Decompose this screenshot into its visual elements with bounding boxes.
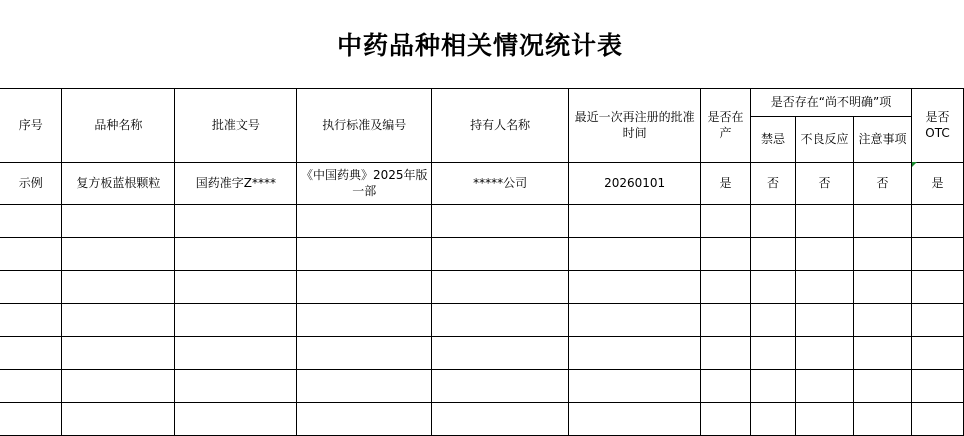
empty-cell[interactable] — [297, 369, 432, 402]
empty-cell[interactable] — [175, 237, 297, 270]
empty-cell[interactable] — [701, 402, 751, 435]
empty-cell[interactable] — [432, 303, 569, 336]
empty-cell[interactable] — [0, 204, 62, 237]
empty-cell[interactable] — [297, 237, 432, 270]
empty-cell[interactable] — [701, 369, 751, 402]
empty-cell[interactable] — [751, 402, 796, 435]
header-row — [0, 88, 964, 116]
empty-cell[interactable] — [911, 336, 963, 369]
table-row — [0, 369, 964, 402]
table-row — [0, 270, 964, 303]
empty-cell[interactable] — [853, 237, 911, 270]
empty-cell[interactable] — [796, 204, 854, 237]
empty-cell[interactable] — [62, 336, 175, 369]
empty-cell[interactable] — [853, 369, 911, 402]
header-standard[interactable]: 执行标准及编号 — [297, 88, 432, 162]
empty-cell[interactable] — [62, 204, 175, 237]
cell-name[interactable]: 复方板蓝根颗粒 — [62, 162, 175, 204]
header-renewal[interactable]: 最近一次再注册的批准时间 — [569, 88, 701, 162]
header-name[interactable]: 品种名称 — [62, 88, 175, 162]
header-unclear-group[interactable]: 是否存在“尚不明确”项 — [751, 88, 912, 116]
comment-indicator-icon — [912, 162, 917, 167]
empty-cell[interactable] — [175, 402, 297, 435]
empty-cell[interactable] — [911, 270, 963, 303]
empty-cell[interactable] — [569, 369, 701, 402]
example-row — [0, 162, 964, 204]
cell-seq[interactable]: 示例 — [0, 162, 62, 204]
page-title: 中药品种相关情况统计表 — [336, 31, 623, 60]
empty-cell[interactable] — [796, 336, 854, 369]
empty-cell[interactable] — [297, 303, 432, 336]
empty-cell[interactable] — [432, 270, 569, 303]
cell-renewal[interactable]: 20260101 — [569, 162, 701, 204]
empty-cell[interactable] — [569, 237, 701, 270]
empty-cell[interactable] — [853, 402, 911, 435]
empty-cell[interactable] — [297, 336, 432, 369]
empty-cell[interactable] — [0, 336, 62, 369]
empty-cell[interactable] — [701, 204, 751, 237]
empty-cell[interactable] — [911, 369, 963, 402]
empty-cell[interactable] — [751, 336, 796, 369]
empty-cell[interactable] — [796, 270, 854, 303]
empty-cell[interactable] — [0, 402, 62, 435]
header-precautions[interactable]: 注意事项 — [853, 116, 911, 162]
empty-cell[interactable] — [569, 303, 701, 336]
table-row — [0, 204, 964, 237]
empty-cell[interactable] — [62, 402, 175, 435]
empty-cell[interactable] — [297, 270, 432, 303]
empty-cell[interactable] — [569, 270, 701, 303]
empty-cell[interactable] — [911, 237, 963, 270]
empty-cell[interactable] — [432, 204, 569, 237]
empty-cell[interactable] — [911, 303, 963, 336]
header-in-production[interactable]: 是否在产 — [701, 88, 751, 162]
header-approval[interactable]: 批准文号 — [175, 88, 297, 162]
empty-cell[interactable] — [62, 303, 175, 336]
header-contraindication[interactable]: 禁忌 — [751, 116, 796, 162]
empty-cell[interactable] — [175, 369, 297, 402]
empty-cell[interactable] — [297, 204, 432, 237]
empty-cell[interactable] — [432, 237, 569, 270]
statistics-table — [0, 88, 964, 436]
empty-cell[interactable] — [432, 336, 569, 369]
empty-cell[interactable] — [62, 369, 175, 402]
cell-approval[interactable]: 国药准字Z**** — [175, 162, 297, 204]
empty-cell[interactable] — [751, 237, 796, 270]
empty-cell[interactable] — [911, 402, 963, 435]
empty-cell[interactable] — [297, 402, 432, 435]
header-seq[interactable]: 序号 — [0, 88, 62, 162]
cell-otc[interactable]: 是 — [911, 162, 963, 204]
empty-cell[interactable] — [62, 270, 175, 303]
empty-cell[interactable] — [175, 336, 297, 369]
header-adverse[interactable]: 不良反应 — [796, 116, 854, 162]
empty-cell[interactable] — [751, 270, 796, 303]
header-otc[interactable]: 是否OTC — [911, 88, 963, 162]
empty-cell[interactable] — [796, 369, 854, 402]
title-row[interactable] — [0, 0, 964, 89]
empty-cell[interactable] — [796, 303, 854, 336]
empty-cell[interactable] — [796, 402, 854, 435]
empty-cell[interactable] — [751, 204, 796, 237]
empty-cell[interactable] — [751, 303, 796, 336]
empty-cell[interactable] — [569, 336, 701, 369]
empty-cell[interactable] — [175, 204, 297, 237]
empty-cell[interactable] — [569, 204, 701, 237]
header-holder[interactable]: 持有人名称 — [432, 88, 569, 162]
empty-cell[interactable] — [911, 204, 963, 237]
cell-precautions[interactable]: 否 — [853, 162, 911, 204]
cell-in-production[interactable]: 是 — [701, 162, 751, 204]
empty-cell[interactable] — [0, 270, 62, 303]
empty-cell[interactable] — [701, 336, 751, 369]
empty-cell[interactable] — [701, 270, 751, 303]
cell-standard[interactable]: 《中国药典》2025年版一部 — [297, 162, 432, 204]
empty-cell[interactable] — [432, 402, 569, 435]
cell-holder[interactable]: *****公司 — [432, 162, 569, 204]
table-row — [0, 402, 964, 435]
empty-cell[interactable] — [853, 336, 911, 369]
empty-cell[interactable] — [62, 237, 175, 270]
empty-cell[interactable] — [175, 303, 297, 336]
empty-cell[interactable] — [751, 369, 796, 402]
cell-adverse[interactable]: 否 — [796, 162, 854, 204]
cell-contraindication[interactable]: 否 — [751, 162, 796, 204]
empty-cell[interactable] — [853, 303, 911, 336]
empty-cell[interactable] — [853, 204, 911, 237]
table-row — [0, 303, 964, 336]
empty-cell[interactable] — [701, 237, 751, 270]
table-row — [0, 237, 964, 270]
empty-cell[interactable] — [796, 237, 854, 270]
empty-cell[interactable] — [0, 237, 62, 270]
empty-cell[interactable] — [853, 270, 911, 303]
empty-cell[interactable] — [0, 369, 62, 402]
empty-cell[interactable] — [701, 303, 751, 336]
empty-cell[interactable] — [175, 270, 297, 303]
empty-cell[interactable] — [0, 303, 62, 336]
empty-cell[interactable] — [432, 369, 569, 402]
empty-cell[interactable] — [569, 402, 701, 435]
table-row — [0, 336, 964, 369]
